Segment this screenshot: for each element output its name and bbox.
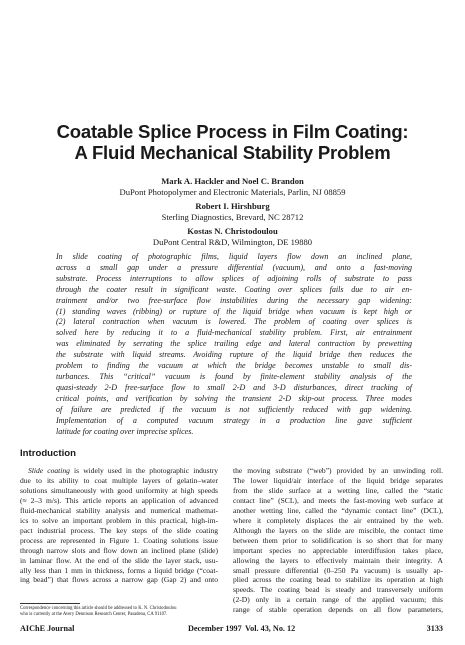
author-name: Kostas N. Christodoulou (187, 226, 278, 237)
body-line: ics to solve an important problem in this practical, high-im- (20, 515, 218, 525)
volume-issue: Vol. 43, No. 12 (245, 624, 296, 633)
abstract-line: across a small gap under a pressure differential (vacuum), and onto a fast-moving (56, 262, 412, 272)
abstract-line: trainment and/or two free-surface flow instabilities during the necessary gap widening: (56, 295, 412, 305)
footnote-rule (20, 603, 80, 604)
body-line: process are represented in Figure 1. Coating solutions issue (20, 535, 218, 545)
body-line: Slide coating is widely used in the photographic industry (28, 466, 218, 475)
body-line: (≈ 2–3 m/s). This article reports an application of advanced (20, 495, 218, 505)
author-affiliation: DuPont Central R&D, Wilmington, DE 19880 (152, 236, 313, 247)
body-line: plied across the coating bead to stabilize its operation at high (233, 575, 443, 585)
page-footer (20, 624, 443, 636)
abstract-line: was eliminated by serrating the splice trailing edge and lateral contraction by prewetting (56, 339, 412, 349)
body-line: small pressure differential (0–250 Pa vacuum) is usually ap- (233, 565, 443, 575)
abstract-line: solved here by reducing it to a fluid-mechanical stability problem. First, air entrainment (56, 328, 412, 338)
body-column-left (20, 466, 218, 585)
body-line: in laminar flow. At the end of the slide the layer stack, usu- (20, 555, 218, 565)
body-line: The lower liquid/air interface of the liquid bridge separates (233, 475, 443, 485)
abstract-line: In slide coating of photographic films, liquid layers flow down an inclined plane, (56, 252, 412, 261)
abstract-line: the substrate with liquid streams. Avoiding rupture of the liquid bridge then reduces the (56, 350, 412, 360)
abstract-line: (1) standing waves (ribbing) or rupture of the liquid bridge when vacuum is kept high or (56, 306, 412, 316)
body-line: speeds. The coating bead is steady and transversely uniform (233, 585, 443, 595)
footnote-line: who is currently at the Avery Dennison Research Center, Pasadena, CA 91107. (20, 612, 168, 617)
abstract-line: quasi-steady 2-D free-surface flow to small 2-D and 3-D disturbances, direct tracking of (56, 382, 412, 392)
emphasized-term: Slide coating (28, 466, 70, 475)
page-number: 3133 (426, 624, 443, 633)
title-line: A Fluid Mechanical Stability Problem (74, 142, 391, 163)
author-block (20, 176, 445, 248)
abstract-line: of failure are predicted if the vacuum is not sufficiently reduced with gap widening. (56, 404, 412, 414)
author-name: Mark A. Hackler and Noel C. Brandon (161, 176, 304, 186)
body-line: the moving substrate (“web”) provided by an unwinding roll. (233, 466, 443, 475)
author-affiliation: Sterling Diagnostics, Brevard, NC 28712 (161, 211, 304, 222)
author-name: Robert I. Hirshburg (195, 201, 270, 212)
body-line: due to its ability to coat multiple layers of gelatin–water (20, 475, 218, 485)
abstract-line: substrate. Process interruptions to allow splices of adjoining rolls of substrate to pass (56, 273, 412, 283)
abstract-line: through the coater result in significant waste. Coating over splices fails due to air en- (56, 284, 412, 294)
body-line: through narrow slots and flow down an inclined plane (slide) (20, 545, 218, 555)
body-line: range of stable operation depends on all flow parameters, (233, 605, 443, 615)
abstract-line: latitude for coating over imprecise splices. (56, 426, 194, 436)
abstract-line: Implementation of a computed vacuum strategy in a production line gave sufficient (56, 415, 412, 425)
body-line: Although the layers on the slide are miscible, the contact time (233, 525, 443, 535)
body-line: (2-D) only in a certain range of the applied vacuum; this (233, 595, 443, 605)
body-line: from the slide surface at a wetting line, called the “static (233, 485, 443, 495)
journal-name: AIChE Journal (20, 624, 75, 633)
body-column-right (233, 466, 443, 615)
issue-date: December 1997 (188, 624, 242, 633)
body-line: another wetting line, called the “dynamic contact line” (DCL), (233, 505, 443, 515)
body-line: ally less than 1 mm in thickness, forms a liquid bridge (“coat- (20, 565, 218, 575)
footnote-line: Correspondence concerning this article should be addressed to K. N. Christodoulou (20, 606, 177, 611)
abstract (56, 252, 412, 437)
abstract-line: critical points, and verification by solving the transient 2-D skip-out process. Three modes (56, 393, 412, 403)
abstract-line: turbances. This “critical” vacuum is found by finite-element stability analysis of the (56, 371, 412, 381)
body-line: where it completely displaces the air entrained by the web. (233, 515, 443, 525)
author-affiliation: DuPont Photopolymer and Electronic Materials, Parlin, NJ 08859 (119, 186, 346, 197)
abstract-line: (2) lateral contraction when vacuum is lowered. The problem of coating over splices is (56, 317, 412, 327)
body-line: fluid-mechanical stability analysis and numerical mathemat- (20, 505, 218, 515)
body-line: pact industrial process. The key steps of the slide coating (20, 525, 218, 535)
article-title (20, 121, 445, 163)
body-line: ing bead”) that flows across a narrow gap (Gap 2) and onto (20, 575, 218, 585)
section-heading: Introduction (20, 448, 76, 459)
title-line: Coatable Splice Process in Film Coating: (56, 121, 409, 142)
body-line: solutions simultaneously with good uniformity at high speeds (20, 485, 218, 495)
body-line: contact line” (SCL), and meets the fast-moving web surface at (233, 495, 443, 505)
body-line: allowing the layers to effectively maintain their integrity. A (233, 555, 443, 565)
body-line: between them prior to solidification is so short that for many (233, 535, 443, 545)
correspondence-footnote (20, 606, 220, 618)
abstract-line: problem to finding the vacuum at which the bridge becomes unstable to small dis- (56, 361, 412, 371)
body-line: important species no appreciable interdiffusion takes place, (233, 545, 443, 555)
